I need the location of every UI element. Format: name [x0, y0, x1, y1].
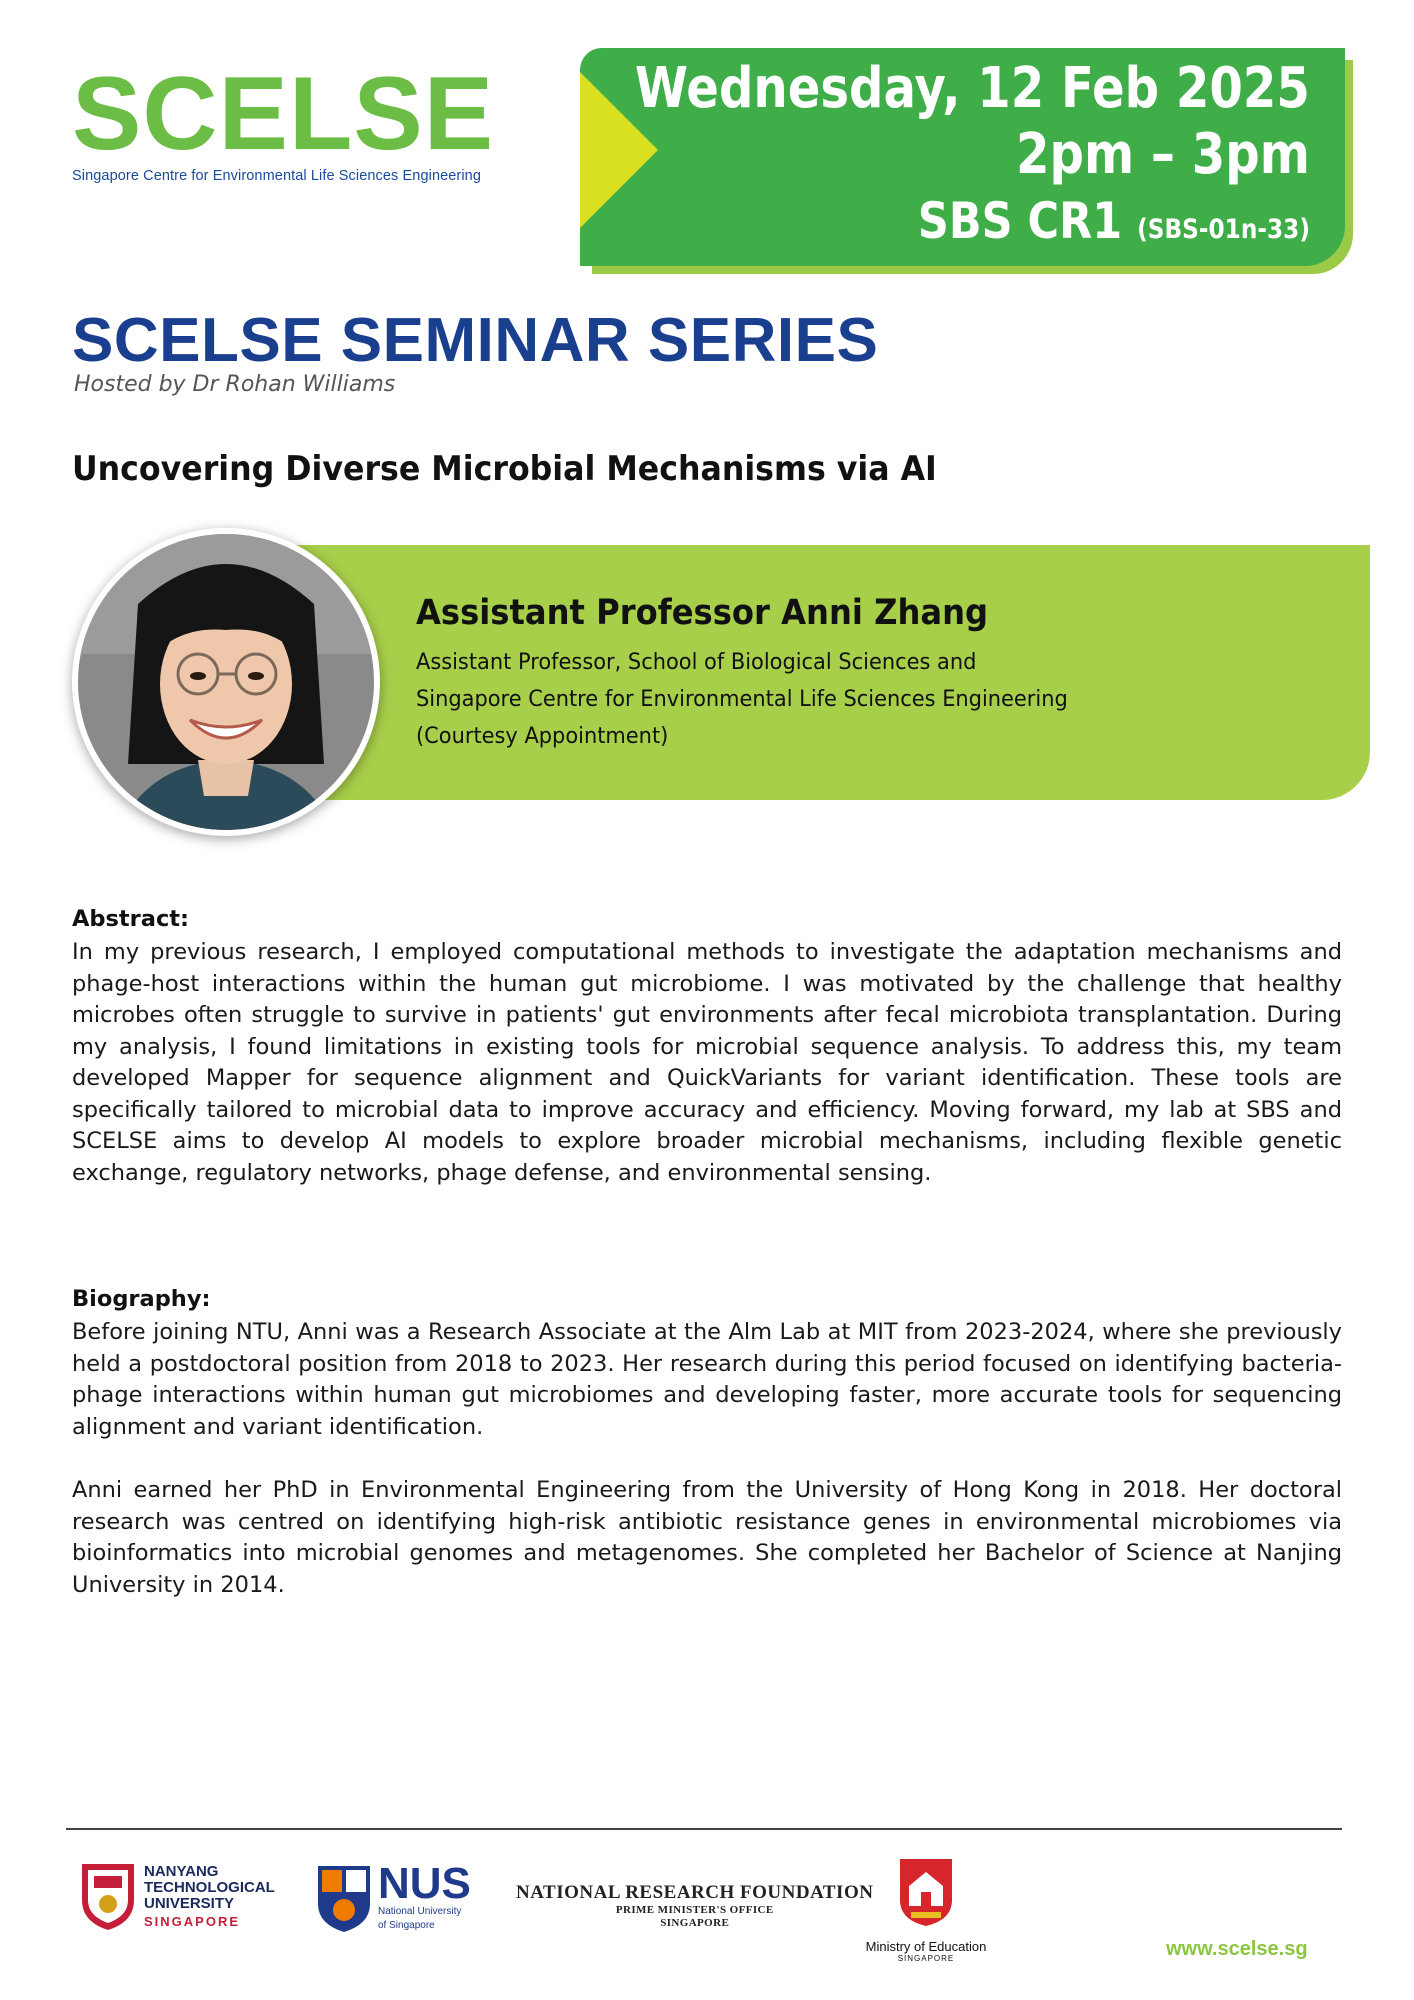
- moe-country: SINGAPORE: [897, 1954, 955, 1963]
- event-venue: [635, 188, 1310, 263]
- series-host: Hosted by Dr Rohan Williams: [74, 372, 396, 397]
- nus-crest-icon: [316, 1864, 372, 1934]
- ntu-wordmark: [144, 1864, 275, 1930]
- nus-logo: [316, 1859, 471, 1934]
- scelse-logo: [72, 56, 495, 184]
- footer-divider: [66, 1828, 1342, 1830]
- speaker-role: [416, 644, 1068, 755]
- event-details: [635, 56, 1310, 263]
- speaker-role-line: Singapore Centre for Environmental Life Sciences Engineering: [416, 686, 1068, 712]
- talk-title: Uncovering Diverse Microbial Mechanisms via AI: [72, 449, 937, 489]
- nus-sub-line: National University: [378, 1906, 462, 1917]
- speaker-photo: [72, 528, 380, 836]
- nus-word: NUS: [378, 1859, 471, 1908]
- speaker-portrait-icon: [78, 534, 374, 830]
- website-link[interactable]: www.scelse.sg: [1166, 1938, 1308, 1960]
- ntu-line: UNIVERSITY: [144, 1895, 235, 1912]
- nrf-sub: PRIME MINISTER'S OFFICE: [615, 1904, 774, 1916]
- ntu-country: SINGAPORE: [144, 1914, 241, 1929]
- ntu-line: TECHNOLOGICAL: [144, 1879, 275, 1896]
- ntu-line: NANYANG: [144, 1863, 219, 1880]
- event-time: 2pm – 3pm: [1016, 122, 1310, 187]
- speaker-role-line: Assistant Professor, School of Biological Sciences and: [416, 649, 977, 675]
- biography-paragraph: Anni earned her PhD in Environmental Engineering from the University of Hong Kong in 2018. Her doctoral research was centred on identifying high-risk antibiotic resistance genes in environmental microbiomes via bioinformatics into microbial genomes and metagenomes. She completed her Bachelor of Science at Nanjing University in 2014.: [72, 1477, 1342, 1598]
- nrf-logo: [516, 1882, 873, 1930]
- speaker-name: Assistant Professor Anni Zhang: [416, 593, 989, 633]
- moe-crest-icon: [897, 1856, 955, 1928]
- event-banner: [580, 48, 1345, 266]
- biography-heading: Biography:: [72, 1286, 211, 1312]
- abstract-heading: Abstract:: [72, 906, 190, 932]
- ntu-crest-icon: [80, 1862, 136, 1932]
- venue-name: SBS CR1: [917, 192, 1123, 250]
- nus-sub-line: of Singapore: [378, 1920, 435, 1931]
- abstract-text: In my previous research, I employed computational methods to investigate the adaptation mechanisms and phage-host interactions within the human gut microbiome. I was motivated by the challenge that healthy microbes often struggle to survive in patients' gut environments after fecal microbiota transplantation. During my analysis, I found limitations in existing tools for microbial sequence analysis. To address this, my team developed Mapper for sequence alignment and QuickVariants for variant identification. These tools are specifically tailored to microbial data to improve accuracy and efficiency. Moving forward, my lab at SBS and SCELSE aims to develop AI models to explore broader microbial mechanisms, including flexible genetic exchange, regulatory networks, phage defense, and environmental sensing.: [72, 939, 1342, 1186]
- nrf-title: NATIONAL RESEARCH FOUNDATION: [516, 1882, 874, 1903]
- ntu-logo: [80, 1862, 275, 1932]
- speaker-role-line: (Courtesy Appointment): [416, 723, 669, 749]
- nus-wordmark: [378, 1859, 471, 1932]
- logo-subtitle: Singapore Centre for Environmental Life Sciences Engineering: [72, 168, 482, 184]
- biography-paragraph: Before joining NTU, Anni was a Research Associate at the Alm Lab at MIT from 2023-2024, where she previously held a postdoctoral position from 2018 to 2023. Her research during this period focused on identifying bacteria-phage interactions within human gut microbiomes and developing faster, more accurate tools for sequencing alignment and variant identification.: [72, 1319, 1342, 1440]
- series-title: SCELSE SEMINAR SERIES: [72, 306, 879, 375]
- moe-logo: [860, 1856, 992, 1963]
- moe-name: Ministry of Education: [865, 1939, 987, 1954]
- nrf-country: SINGAPORE: [660, 1917, 730, 1929]
- logo-wordmark: SCELSE: [72, 56, 495, 172]
- venue-code: (SBS-01n-33): [1137, 214, 1310, 245]
- event-date: Wednesday, 12 Feb 2025: [634, 56, 1310, 121]
